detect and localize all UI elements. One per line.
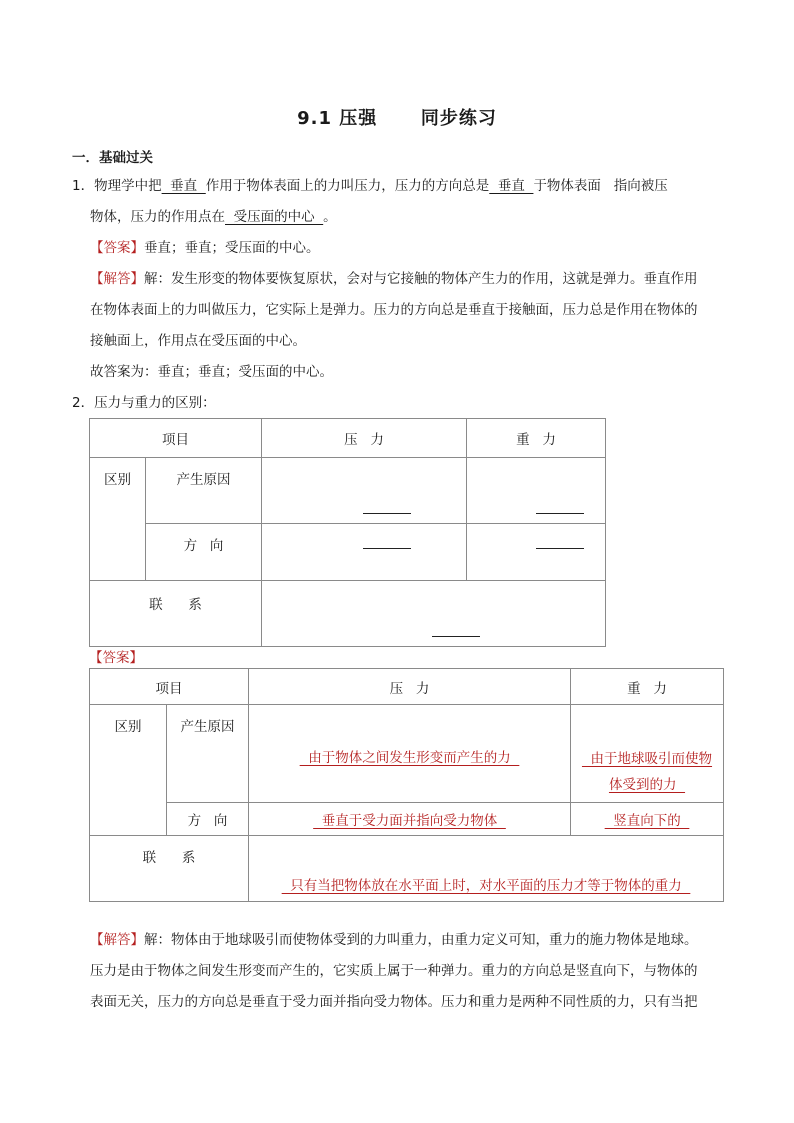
row-label-relation: 联 系 xyxy=(90,836,249,902)
answer-cell xyxy=(571,705,724,803)
analysis-line: 压力是由于物体之间发生形变而产生的，它实质上属于一种弹力。重力的方向总是竖直向下，与物体的 xyxy=(90,963,698,979)
row-label-cause: 产生原因 xyxy=(167,705,249,803)
row-label-direction: 方 向 xyxy=(146,524,262,581)
row-label-cause: 产生原因 xyxy=(146,458,262,524)
analysis-label: 【解答】 xyxy=(90,271,144,287)
answer-label: 【答案】 xyxy=(89,650,143,666)
header-pressure: 压 力 xyxy=(249,669,571,705)
blank-cell xyxy=(262,524,467,581)
answer-cause-pressure: 由于物体之间发生形变而产生的力 xyxy=(299,750,520,766)
question-2-line: 2．压力与重力的区别： xyxy=(72,395,216,411)
answer-direction-gravity: 竖直向下的 xyxy=(604,813,690,829)
answer-line: 【答案】垂直；垂直；受压面的中心。 xyxy=(90,240,320,256)
answer-cell xyxy=(249,705,571,803)
fill-blank xyxy=(536,547,584,549)
row-label-difference: 区别 xyxy=(90,705,167,836)
fill-blank xyxy=(363,547,411,549)
question-1-line-2: 物体，压力的作用点在 受压面的中心 。 xyxy=(90,209,337,225)
question-1-line-1: 1．物理学中把 垂直 作用于物体表面上的力叫压力，压力的方向总是 垂直 于物体表面 指向被压 xyxy=(72,178,668,194)
question-number: 2． xyxy=(72,395,95,411)
page-title: 9.1 压强 同步练习 xyxy=(297,108,497,129)
analysis-line: 【解答】解：发生形变的物体要恢复原状，会对与它接触的物体产生力的作用，这就是弹力。垂直作用 xyxy=(90,271,698,287)
blank-answer: 受压面的中心 xyxy=(225,209,324,225)
answer-cause-gravity: 由于地球吸引而使物 xyxy=(581,751,713,767)
answer-cause-gravity: 体受到的力 xyxy=(608,777,686,793)
answer-table xyxy=(89,668,724,902)
analysis-line: 【解答】解：物体由于地球吸引而使物体受到的力叫重力，由重力定义可知，重力的施力物体是地球。 xyxy=(90,932,698,948)
header-pressure: 压 力 xyxy=(262,419,467,458)
row-label-difference: 区别 xyxy=(90,458,146,581)
question-number: 1． xyxy=(72,178,95,194)
header-gravity: 重 力 xyxy=(467,419,606,458)
fill-blank xyxy=(432,635,480,637)
analysis-line: 接触面上，作用点在受压面的中心。 xyxy=(90,333,306,349)
header-item: 项目 xyxy=(90,419,262,458)
row-label-relation: 联 系 xyxy=(90,581,262,647)
answer-direction-pressure: 垂直于受力面并指向受力物体 xyxy=(313,813,506,829)
analysis-line: 表面无关，压力的方向总是垂直于受力面并指向受力物体。压力和重力是两种不同性质的力，只有当把 xyxy=(90,994,698,1010)
fill-blank xyxy=(363,512,411,514)
answer-cell xyxy=(571,803,724,836)
answer-label: 【答案】 xyxy=(90,240,144,256)
answer-cell xyxy=(249,836,724,902)
header-item: 项目 xyxy=(90,669,249,705)
row-label-direction: 方 向 xyxy=(167,803,249,836)
analysis-line: 在物体表面上的力叫做压力，它实际上是弹力。压力的方向总是垂直于接触面，压力总是作用在物体的 xyxy=(90,302,698,318)
blank-cell xyxy=(467,458,606,524)
fill-blank xyxy=(536,512,584,514)
analysis-line: 故答案为：垂直；垂直；受压面的中心。 xyxy=(90,364,333,380)
answer-relation: 只有当把物体放在水平面上时，对水平面的压力才等于物体的重力 xyxy=(281,878,691,894)
blank-cell xyxy=(262,458,467,524)
blank-cell xyxy=(262,581,606,647)
analysis-label: 【解答】 xyxy=(90,932,144,948)
blank-answer: 垂直 xyxy=(161,178,206,194)
question-table xyxy=(89,418,606,647)
section-heading: 一．基础过关 xyxy=(72,150,153,166)
blank-cell xyxy=(467,524,606,581)
blank-answer: 垂直 xyxy=(489,178,534,194)
header-gravity: 重 力 xyxy=(571,669,724,705)
answer-cell xyxy=(249,803,571,836)
